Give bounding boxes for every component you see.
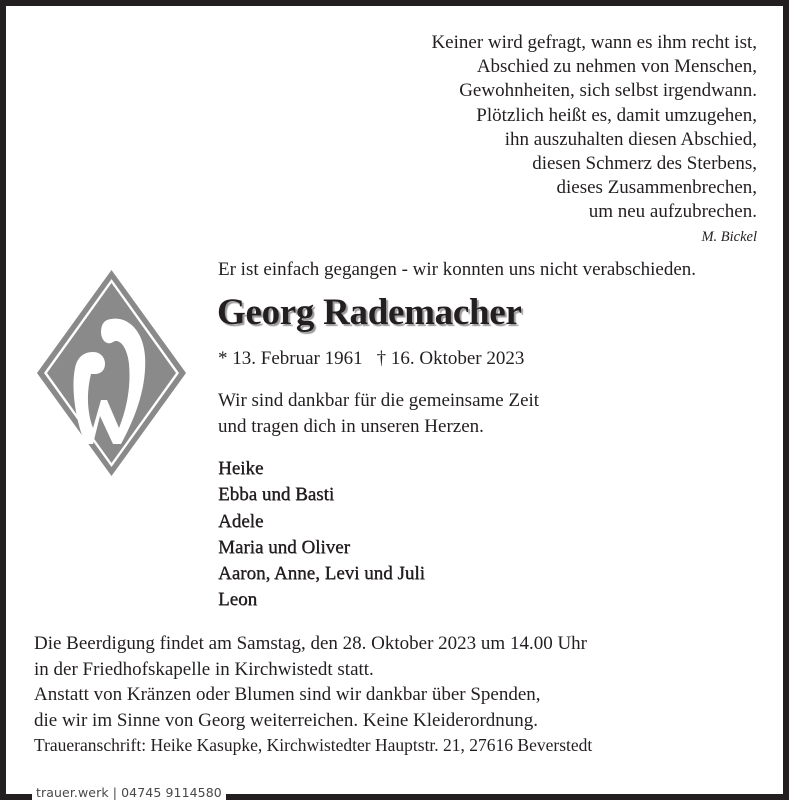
life-dates [218,348,524,370]
mourners-list [218,456,425,614]
intro-line: Er ist einfach gegangen - wir konnten uns nicht verabschieden. [218,259,697,280]
poem-line: ihn auszuhalten diesen Abschied, [504,128,757,150]
funeral-line: Anstatt von Kränzen oder Blumen sind wir dankbar über Spenden, [34,684,541,705]
funeral-line: Die Beerdigung findet am Samstag, den 28. Oktober 2023 um 14.00 Uhr [34,633,588,654]
gratitude-text [218,388,539,440]
gratitude-line: Wir sind dankbar für die gemeinsame Zeit [218,390,540,411]
death-date: † 16. Oktober 2023 [376,348,525,369]
mourner: Ebba und Basti [218,484,335,506]
mourner: Leon [218,589,258,611]
poem-line: Abschied zu nehmen von Menschen, [476,56,757,78]
mourner: Maria und Oliver [218,536,350,558]
gratitude-line: und tragen dich in unseren Herzen. [218,416,484,437]
funeral-info [34,631,587,733]
birth-date: * 13. Februar 1961 [218,348,363,369]
poem [431,31,757,247]
funeral-line: die wir im Sinne von Georg weiterreichen. Keine Kleiderordnung. [34,709,539,731]
mourner: Aaron, Anne, Levi und Juli [218,563,425,585]
mourner: Heike [218,458,264,479]
poem-line: Gewohnheiten, sich selbst irgendwann. [459,80,757,102]
deceased-name: Georg Rademacher [217,292,522,333]
poem-line: um neu aufzubrechen. [588,201,757,223]
mourning-address: Traueranschrift: Heike Kasupke, Kirchwistedter Hauptstr. 21, 27616 Beverstedt [34,735,593,755]
mourner: Adele [218,510,264,532]
poem-line: dieses Zusammenbrechen, [556,177,757,199]
poem-line: Keiner wird gefragt, wann es ihm recht ist, [431,32,757,53]
poem-line: Plötzlich heißt es, damit umzugehen, [476,104,757,126]
poem-line: diesen Schmerz des Sterbens, [532,153,757,175]
werder-diamond-logo-icon [35,268,188,478]
publisher-footer: trauer.werk | 04745 9114580 [32,785,226,800]
poem-author: M. Bickel [701,228,757,245]
funeral-line: in der Friedhofskapelle in Kirchwistedt statt. [34,658,374,680]
